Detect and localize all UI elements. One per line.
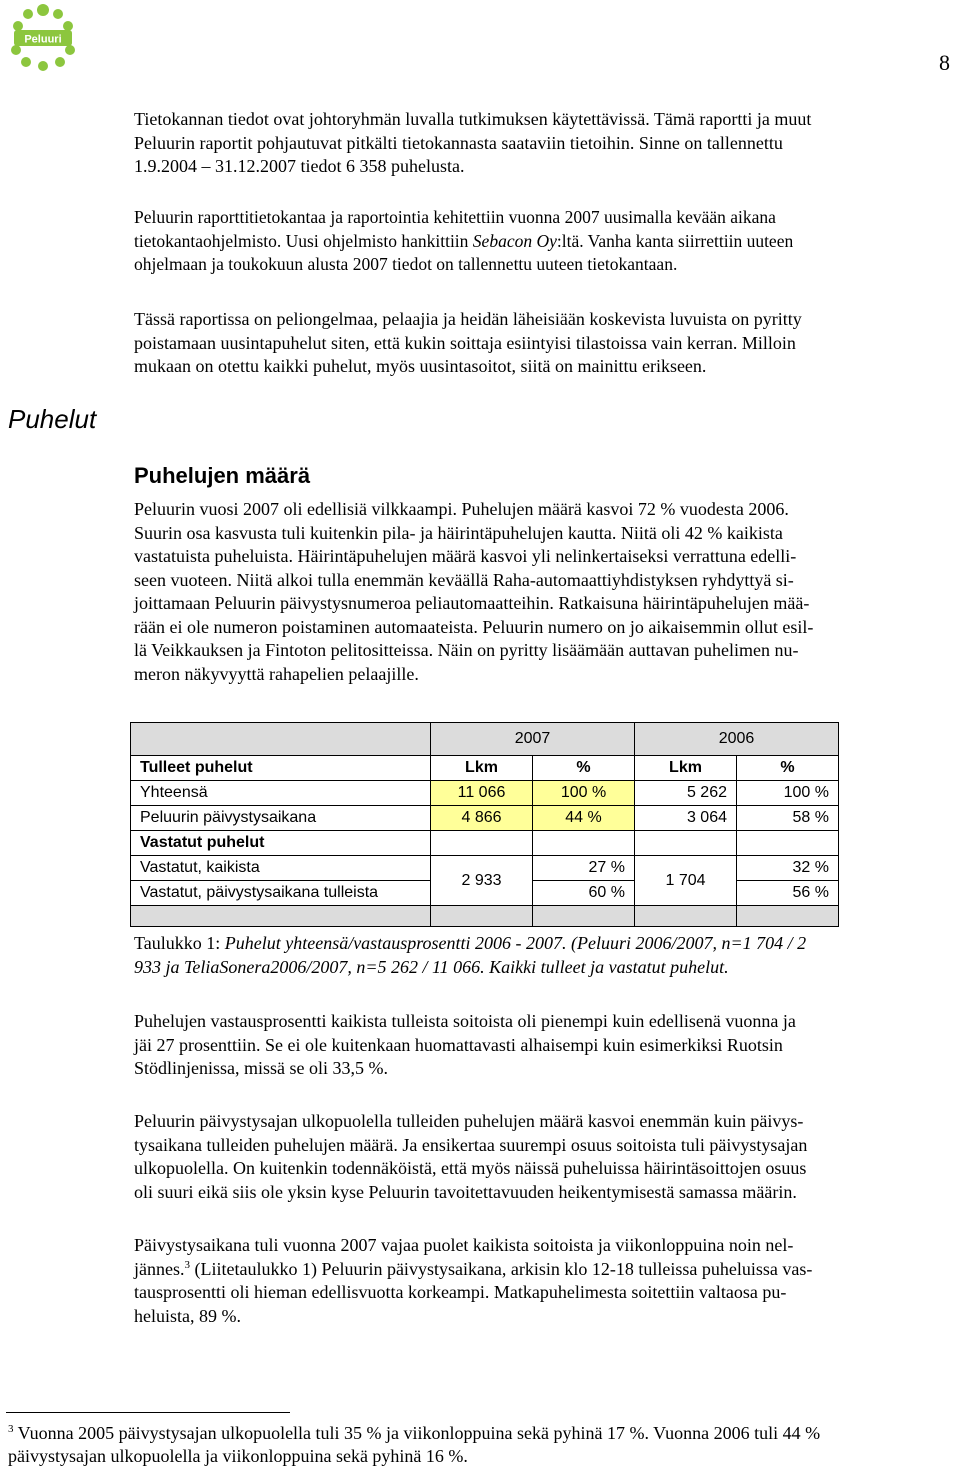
call-count-paragraph [134,498,813,686]
text-line: 933 ja TeliaSonera2006/2007, n=5 262 / 11 066. Kaikki tulleet ja vastatut puhelut. [134,956,729,977]
text-line: rään ei ole numeron poistaminen automaateista. Peluurin numero on jo aikaisemmin ollut esil- [134,616,814,637]
text-line: poistamaan uusintapuhelut siten, että kukin soittaja esiintyisi tilastoissa vain kerran. Milloin [134,332,796,353]
text-line: Päivystysaikana tuli vuonna 2007 vajaa puolet kaikista soitoista ja viikonloppuina noin nel- [134,1235,794,1255]
year-2006-header: 2006 [635,723,839,756]
footnote-reference[interactable]: 3 [184,1258,190,1271]
table-cell: 58 % [737,806,839,831]
text-span: (Liitetaulukko 1) Peluurin päivystysaikana, arkisin klo 12-18 tulleissa puheluissa vas- [189,1258,813,1279]
lkm-header: Lkm [431,756,533,781]
database-paragraph [134,206,793,277]
table-cell [635,906,737,927]
text-line: mukaan on otettu kaikki puhelut, myös uusintasoitot, siitä on mainittu erikseen. [134,356,707,376]
text-line [8,1422,938,1445]
text-line: Peluurin päivystysajan ulkopuolella tulleiden puhelujen määrä kasvoi enemmän kuin päivys- [134,1111,804,1131]
text-line: meron näkyvyyttä rahapelien pelaajille. [134,663,419,684]
row-label: Yhteensä [131,781,431,806]
table-cell: 1 704 [635,856,737,906]
table-cell: 3 064 [635,806,737,831]
table-row [131,756,839,781]
subheading-puhelujen-maara: Puhelujen määrä [134,463,311,488]
lkm-header: Lkm [635,756,737,781]
table-cell: 60 % [533,881,635,906]
text-line: ulkopuolella. On kuitenkin todennäköistä, että myös näissä puheluissa häirintäsoittojen osuus [134,1158,807,1178]
text-span: Vuonna 2005 päivystysajan ulkopuolella tuli 35 % ja viikonloppuina sekä pyhinä 17 %. Vuonna 2006 tuli 44 % [13,1423,821,1443]
text-line: ohjelmaan ja toukokuun alusta 2007 tiedot on tallennettu uuteen tietokantaan. [134,254,678,274]
text-line: vastatuista puheluista. Häirintäpuhelujen määrä kasvoi yli nelinkertaiseksi verrattuna edelli- [134,546,797,566]
text-line: seen vuoteen. Niitä alkoi tulla enemmän keväällä Raha-automaattiyhdistyksen ryhdyttyä si- [134,569,794,590]
duty-hours-paragraph [134,1234,812,1328]
text-line [134,1258,812,1282]
peluuri-logo [4,2,82,72]
table-cell [533,906,635,927]
logo-text: Peluuri [24,33,62,46]
answer-rate-paragraph [134,1010,796,1081]
table-cell [737,831,839,856]
text-line: tausprosentti oli hieman edellisvuotta korkeampi. Matkapuhelimesta soitettiin valtaosa pu- [134,1282,787,1302]
table-cell: 27 % [533,856,635,881]
report-paragraph [134,308,802,379]
row-label: Vastatut puhelut [131,831,431,856]
text-line: Peluurin raportit pohjautuvat pitkälti tietokannasta saataviin tietoihin. Sinne on tallennettu [134,132,783,153]
footnote-separator [6,1412,290,1413]
table-caption [134,932,806,979]
table-cell: 100 % [737,781,839,806]
table-footer-row [131,906,839,927]
company-name: Sebacon Oy [472,230,557,251]
table-header-empty [131,723,431,756]
column-label-header: Tulleet puhelut [131,756,431,781]
text-line: Tässä raportissa on peliongelmaa, pelaajia ja heidän läheisiään koskevista luvuista on pyritty [134,309,802,329]
text-line: lä Veikkauksen ja Fintoton pelitositteissa. Näin on pyritty lisäämään auttavan puhelimen nu- [134,640,799,660]
outside-hours-paragraph [134,1110,807,1204]
pct-header: % [737,756,839,781]
table-row [131,781,839,806]
table-cell [431,906,533,927]
text-line: jäi 27 prosenttiin. Se ei ole kuitenkaan huomattavasti alhaisempi kuin esimerkiksi Ruotsin [134,1034,783,1055]
text-line [134,230,793,254]
text-line [134,932,806,956]
table-cell [737,906,839,927]
text-line: oli suuri eikä siis ole yksin kyse Peluurin tavoitettavuuden heikentymisestä samassa määrin. [134,1181,797,1202]
row-label: Peluurin päivystysaikana [131,806,431,831]
table-cell: 100 % [533,781,635,806]
text-line: Suurin osa kasvusta tuli kuitenkin pila- ja häirintäpuhelujen kautta. Niitä oli 42 % kaikista [134,522,783,543]
text-line: heluista, 89 %. [134,1305,241,1326]
table-cell: 56 % [737,881,839,906]
table-cell [533,831,635,856]
footnote-marker: 3 [8,1423,14,1435]
text-line: Stödlinjenissa, missä se oli 33,5 %. [134,1058,388,1078]
caption-prefix: Taulukko 1: [134,933,225,953]
table-row [131,856,839,881]
table-cell: 32 % [737,856,839,881]
table-cell: 11 066 [431,781,533,806]
text-line: päivystysajan ulkopuolella ja viikonloppuina sekä pyhinä 16 %. [8,1446,468,1466]
page-number: 8 [939,50,950,75]
text-line: Peluurin raporttitietokantaa ja raportointia kehitettiin vuonna 2007 uusimalla kevään aikana [134,207,776,227]
table-cell: 5 262 [635,781,737,806]
text-span: tietokantaohjelmisto. Uusi ohjelmisto hankittiin [134,230,473,251]
footnote [8,1422,938,1468]
table-row [131,806,839,831]
intro-paragraph [134,108,811,179]
table-row [131,723,839,756]
text-line: Puhelujen vastausprosentti kaikista tulleista soitoista oli pienempi kuin edellisenä vuonna ja [134,1011,796,1031]
text-line: 1.9.2004 – 31.12.2007 tiedot 6 358 puhelusta. [134,156,465,176]
section-heading-puhelut: Puhelut [8,404,97,434]
text-line: tysaikana tulleiden puhelujen määrä. Ja ensikertaa suurempi osuus soitoista tuli päivystysajan [134,1134,808,1155]
table-cell: 2 933 [431,856,533,906]
year-2007-header: 2007 [431,723,635,756]
table-cell [131,906,431,927]
row-label: Vastatut, kaikista [131,856,431,881]
text-line: Peluurin vuosi 2007 oli edellisiä vilkkaampi. Puhelujen määrä kasvoi 72 % vuodesta 2006. [134,499,789,519]
text-span: :ltä. Vanha kanta siirrettiin uuteen [556,230,794,251]
text-line: joittamaan Peluurin päivystysnumeroa peliautomaatteihin. Ratkaisuna häirintäpuhelujen mää- [134,593,810,613]
pct-header: % [533,756,635,781]
calls-table [130,722,839,927]
table-cell [431,831,533,856]
table-row [131,831,839,856]
row-label: Vastatut, päivystysaikana tulleista [131,881,431,906]
text-span: jännes. [134,1258,185,1279]
table-cell: 44 % [533,806,635,831]
table-cell [635,831,737,856]
caption-text: Puhelut yhteensä/vastausprosentti 2006 - 2007. (Peluuri 2006/2007, n=1 704 / 2 [224,933,807,953]
text-line: Tietokannan tiedot ovat johtoryhmän luvalla tutkimuksen käytettävissä. Tämä raportti ja muut [134,109,812,129]
table-cell: 4 866 [431,806,533,831]
